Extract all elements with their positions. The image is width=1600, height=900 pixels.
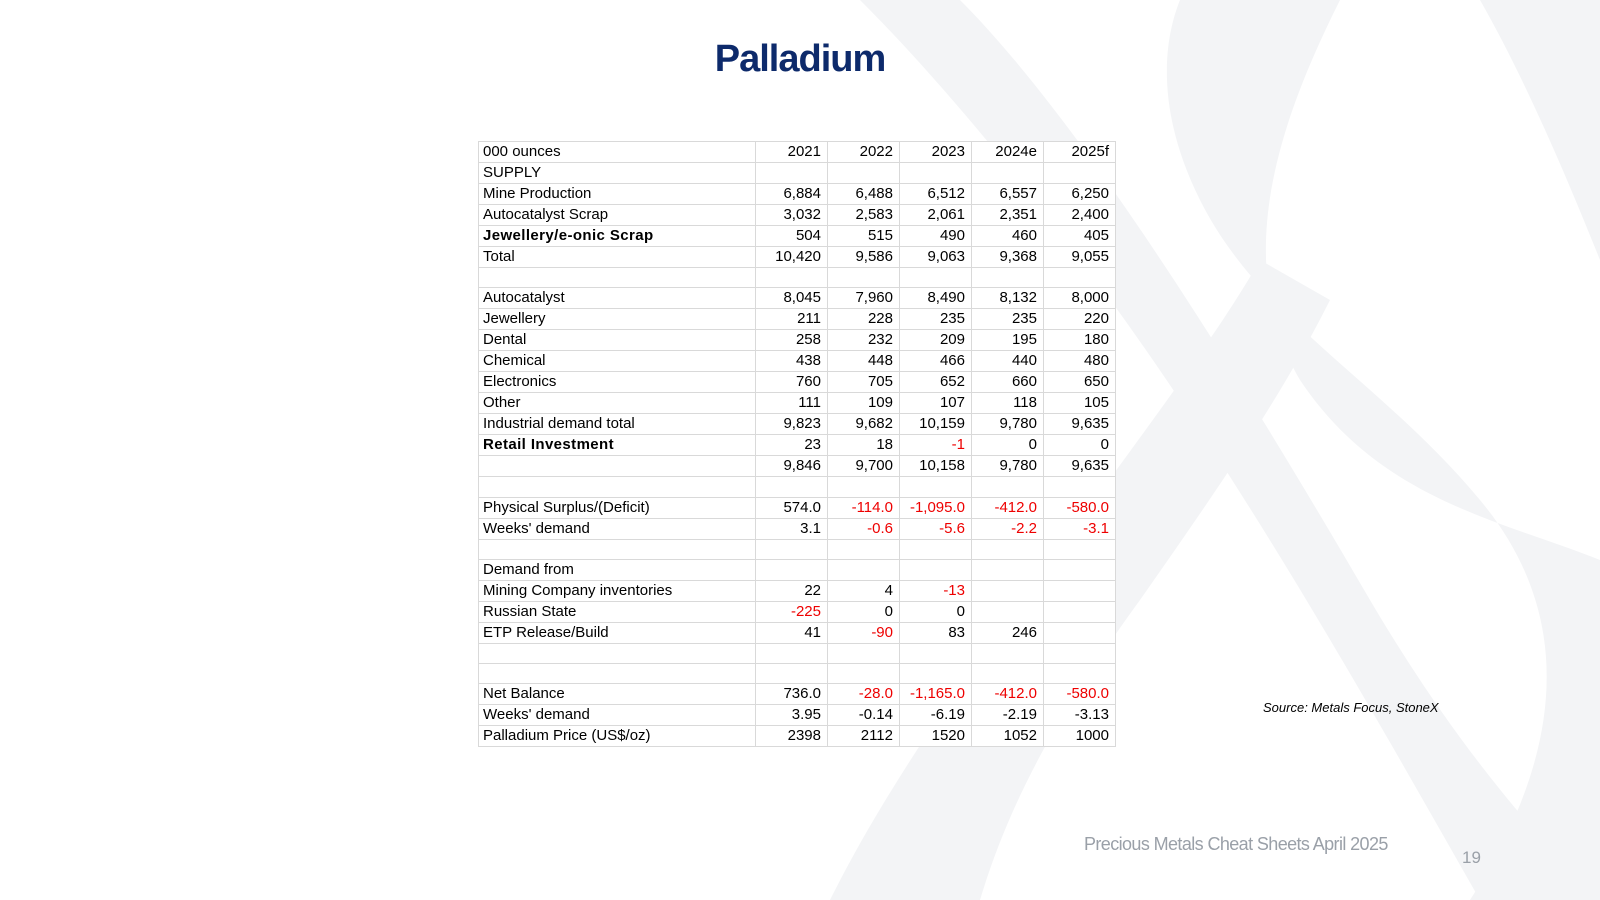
value-cell: -0.14	[828, 705, 900, 726]
header-cell: 2022	[828, 142, 900, 163]
value-cell	[972, 539, 1044, 559]
value-cell: 504	[756, 226, 828, 247]
value-cell	[828, 539, 900, 559]
table-row	[479, 205, 1116, 226]
table-row	[479, 309, 1116, 330]
value-cell: 9,780	[972, 456, 1044, 477]
value-cell: 211	[756, 309, 828, 330]
value-cell: 220	[1044, 309, 1116, 330]
value-cell	[900, 664, 972, 684]
value-cell: 118	[972, 393, 1044, 414]
value-cell: 209	[900, 330, 972, 351]
value-cell	[900, 163, 972, 184]
row-label: Electronics	[479, 372, 756, 393]
value-cell: 41	[756, 622, 828, 643]
row-label: Mine Production	[479, 184, 756, 205]
table-row	[479, 622, 1116, 643]
value-cell: -1	[900, 435, 972, 456]
header-cell: 2025f	[1044, 142, 1116, 163]
value-cell: 9,063	[900, 247, 972, 268]
table-row	[479, 705, 1116, 726]
value-cell: -3.1	[1044, 518, 1116, 539]
value-cell	[900, 268, 972, 288]
row-label: ETP Release/Build	[479, 622, 756, 643]
table-row	[479, 393, 1116, 414]
value-cell: 3.1	[756, 518, 828, 539]
value-cell: 109	[828, 393, 900, 414]
value-cell: 2398	[756, 726, 828, 747]
value-cell: 235	[900, 309, 972, 330]
value-cell	[900, 477, 972, 497]
value-cell: 8,045	[756, 288, 828, 309]
value-cell: 2,583	[828, 205, 900, 226]
value-cell: 1052	[972, 726, 1044, 747]
row-label: SUPPLY	[479, 163, 756, 184]
page-number: 19	[1462, 848, 1481, 867]
value-cell: 258	[756, 330, 828, 351]
value-cell: 180	[1044, 330, 1116, 351]
value-cell: 9,635	[1044, 456, 1116, 477]
table-row	[479, 435, 1116, 456]
value-cell: 2,061	[900, 205, 972, 226]
row-label: Chemical	[479, 351, 756, 372]
value-cell: 9,055	[1044, 247, 1116, 268]
value-cell: 6,488	[828, 184, 900, 205]
value-cell: 490	[900, 226, 972, 247]
value-cell: 760	[756, 372, 828, 393]
table-row	[479, 559, 1116, 580]
value-cell	[1044, 539, 1116, 559]
value-cell: -6.19	[900, 705, 972, 726]
value-cell: 2,351	[972, 205, 1044, 226]
value-cell	[1044, 580, 1116, 601]
row-label	[479, 268, 756, 288]
row-label: Jewellery	[479, 309, 756, 330]
value-cell: -1,165.0	[900, 684, 972, 705]
value-cell	[972, 268, 1044, 288]
table-row	[479, 497, 1116, 518]
source-note: Source: Metals Focus, StoneX	[1263, 700, 1439, 715]
value-cell: -412.0	[972, 497, 1044, 518]
value-cell: 0	[900, 601, 972, 622]
page-title: Palladium	[714, 38, 886, 80]
table-row	[479, 726, 1116, 747]
value-cell	[1044, 477, 1116, 497]
table-row	[479, 288, 1116, 309]
value-cell	[756, 477, 828, 497]
value-cell: 460	[972, 226, 1044, 247]
table-row	[479, 247, 1116, 268]
value-cell: 111	[756, 393, 828, 414]
table-row	[479, 684, 1116, 705]
value-cell	[972, 477, 1044, 497]
value-cell: 235	[972, 309, 1044, 330]
value-cell: 0	[828, 601, 900, 622]
value-cell: -580.0	[1044, 497, 1116, 518]
table-row	[479, 163, 1116, 184]
table-header-row	[479, 142, 1116, 163]
value-cell: 10,420	[756, 247, 828, 268]
value-cell: -2.2	[972, 518, 1044, 539]
value-cell: 10,159	[900, 414, 972, 435]
value-cell: 18	[828, 435, 900, 456]
value-cell	[1044, 643, 1116, 663]
value-cell	[828, 163, 900, 184]
value-cell: 1000	[1044, 726, 1116, 747]
row-label: Jewellery/e-onic Scrap	[479, 226, 756, 247]
row-label: Total	[479, 247, 756, 268]
row-label: Palladium Price (US$/oz)	[479, 726, 756, 747]
value-cell: 480	[1044, 351, 1116, 372]
value-cell	[1044, 622, 1116, 643]
value-cell: 650	[1044, 372, 1116, 393]
value-cell: 23	[756, 435, 828, 456]
value-cell	[900, 539, 972, 559]
value-cell: -90	[828, 622, 900, 643]
row-label: Autocatalyst Scrap	[479, 205, 756, 226]
row-label: Demand from	[479, 559, 756, 580]
row-label: Autocatalyst	[479, 288, 756, 309]
value-cell: 652	[900, 372, 972, 393]
value-cell: 6,250	[1044, 184, 1116, 205]
value-cell: -13	[900, 580, 972, 601]
value-cell: 9,586	[828, 247, 900, 268]
table-row	[479, 477, 1116, 497]
value-cell	[972, 163, 1044, 184]
row-label: Physical Surplus/(Deficit)	[479, 497, 756, 518]
header-cell: 2021	[756, 142, 828, 163]
row-label: Mining Company inventories	[479, 580, 756, 601]
value-cell	[756, 539, 828, 559]
row-label	[479, 539, 756, 559]
row-label: Other	[479, 393, 756, 414]
table-row	[479, 268, 1116, 288]
value-cell: 107	[900, 393, 972, 414]
value-cell: 228	[828, 309, 900, 330]
value-cell: 9,846	[756, 456, 828, 477]
value-cell: 3,032	[756, 205, 828, 226]
value-cell: 7,960	[828, 288, 900, 309]
value-cell: 83	[900, 622, 972, 643]
value-cell: 515	[828, 226, 900, 247]
value-cell: 9,368	[972, 247, 1044, 268]
value-cell: 9,700	[828, 456, 900, 477]
row-label	[479, 477, 756, 497]
value-cell: 660	[972, 372, 1044, 393]
value-cell	[828, 268, 900, 288]
value-cell	[1044, 163, 1116, 184]
value-cell: 8,490	[900, 288, 972, 309]
value-cell	[972, 559, 1044, 580]
palladium-supply-demand-table	[478, 141, 1116, 747]
value-cell	[900, 643, 972, 663]
value-cell: 6,557	[972, 184, 1044, 205]
row-label: Russian State	[479, 601, 756, 622]
value-cell: 9,823	[756, 414, 828, 435]
value-cell: 3.95	[756, 705, 828, 726]
value-cell	[756, 559, 828, 580]
value-cell: 1520	[900, 726, 972, 747]
table-row	[479, 330, 1116, 351]
value-cell	[756, 163, 828, 184]
value-cell: 246	[972, 622, 1044, 643]
value-cell: -5.6	[900, 518, 972, 539]
value-cell	[828, 559, 900, 580]
table-row	[479, 456, 1116, 477]
row-label: Retail Investment	[479, 435, 756, 456]
value-cell	[900, 559, 972, 580]
value-cell: -580.0	[1044, 684, 1116, 705]
footer-text: Precious Metals Cheat Sheets April 2025	[1084, 834, 1388, 854]
value-cell: -225	[756, 601, 828, 622]
table-row	[479, 539, 1116, 559]
row-label	[479, 643, 756, 663]
table-row	[479, 518, 1116, 539]
value-cell	[756, 268, 828, 288]
value-cell: 705	[828, 372, 900, 393]
table-row	[479, 184, 1116, 205]
value-cell: 6,884	[756, 184, 828, 205]
row-label: Weeks' demand	[479, 518, 756, 539]
value-cell: 9,780	[972, 414, 1044, 435]
value-cell: 0	[1044, 435, 1116, 456]
value-cell: -412.0	[972, 684, 1044, 705]
value-cell	[756, 664, 828, 684]
row-label: Weeks' demand	[479, 705, 756, 726]
table-row	[479, 580, 1116, 601]
value-cell: 466	[900, 351, 972, 372]
value-cell: 232	[828, 330, 900, 351]
header-cell: 000 ounces	[479, 142, 756, 163]
value-cell: 574.0	[756, 497, 828, 518]
value-cell: 440	[972, 351, 1044, 372]
value-cell: 8,132	[972, 288, 1044, 309]
value-cell: 2,400	[1044, 205, 1116, 226]
value-cell	[972, 580, 1044, 601]
table-row	[479, 643, 1116, 663]
value-cell: 10,158	[900, 456, 972, 477]
row-label	[479, 456, 756, 477]
row-label: Dental	[479, 330, 756, 351]
row-label: Industrial demand total	[479, 414, 756, 435]
value-cell: 8,000	[1044, 288, 1116, 309]
value-cell: 4	[828, 580, 900, 601]
table-row	[479, 664, 1116, 684]
value-cell: -114.0	[828, 497, 900, 518]
value-cell	[972, 664, 1044, 684]
value-cell: -1,095.0	[900, 497, 972, 518]
value-cell	[1044, 601, 1116, 622]
value-cell	[972, 643, 1044, 663]
value-cell: 736.0	[756, 684, 828, 705]
value-cell: 2112	[828, 726, 900, 747]
table-row	[479, 351, 1116, 372]
value-cell	[972, 601, 1044, 622]
value-cell: 22	[756, 580, 828, 601]
table-row	[479, 601, 1116, 622]
value-cell: 9,682	[828, 414, 900, 435]
table-row	[479, 414, 1116, 435]
header-cell: 2023	[900, 142, 972, 163]
value-cell: -0.6	[828, 518, 900, 539]
value-cell: 195	[972, 330, 1044, 351]
value-cell: -3.13	[1044, 705, 1116, 726]
value-cell	[828, 477, 900, 497]
value-cell: 448	[828, 351, 900, 372]
header-cell: 2024e	[972, 142, 1044, 163]
value-cell: 105	[1044, 393, 1116, 414]
table-row	[479, 372, 1116, 393]
row-label	[479, 664, 756, 684]
value-cell: -2.19	[972, 705, 1044, 726]
value-cell	[1044, 268, 1116, 288]
value-cell: 438	[756, 351, 828, 372]
value-cell	[756, 643, 828, 663]
row-label: Net Balance	[479, 684, 756, 705]
table-row	[479, 226, 1116, 247]
value-cell	[1044, 664, 1116, 684]
value-cell	[828, 643, 900, 663]
value-cell: -28.0	[828, 684, 900, 705]
value-cell: 6,512	[900, 184, 972, 205]
value-cell: 0	[972, 435, 1044, 456]
value-cell: 405	[1044, 226, 1116, 247]
value-cell	[1044, 559, 1116, 580]
value-cell	[828, 664, 900, 684]
value-cell: 9,635	[1044, 414, 1116, 435]
